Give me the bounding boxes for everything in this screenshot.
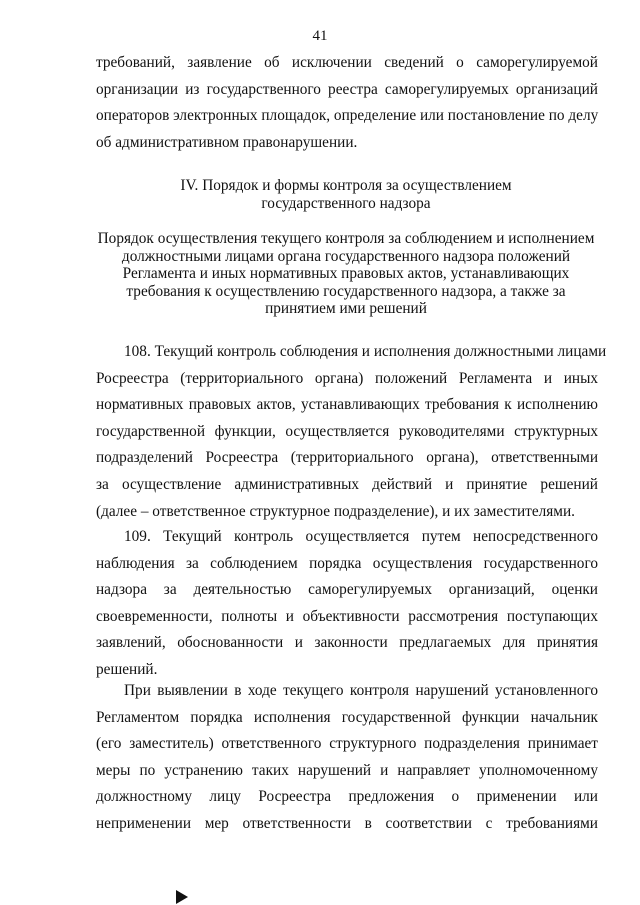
paragraph-109 [96,524,598,684]
paragraph-violations [96,678,598,838]
heading-line: требования к осуществлению государственного надзора, а также за [126,282,566,300]
heading-line: Порядок осуществления текущего контроля за соблюдением и исполнением [97,230,595,247]
text-line: решений. [96,660,158,678]
text-line: подразделений Росреестра (территориального органа), ответственными [96,449,598,467]
heading-line: государственного надзора [261,194,431,212]
text-line: за осуществление административных действий и принятие решений [96,475,598,493]
heading-line: IV. Порядок и формы контроля за осуществлением [180,177,512,194]
text-line: При выявлении в ходе текущего контроля нарушений установленного [124,682,598,699]
page-number: 41 [312,28,328,44]
text-line: организации из государственного реестра саморегулируемых организаций [96,80,598,98]
text-line: операторов электронных площадок, определение или постановление по делу [96,107,599,125]
heading-line: Регламента и иных нормативных правовых актов, устанавливающих [122,265,570,282]
text-line: требований, заявление об исключении сведений о саморегулируемой [96,54,598,71]
continuation-paragraph [96,50,598,156]
text-line: меры по устранению таких нарушений и направляет уполномоченному [96,761,598,779]
text-line: (его заместитель) ответственного структурного подразделения принимает [96,735,598,753]
text-line: надзора за деятельностью саморегулируемых организаций, оценки [96,581,598,599]
text-line: об административном правонарушении. [96,133,358,151]
page-arrow-icon [176,890,188,904]
section-heading [70,177,622,212]
text-line: своевременности, полноты и объективности рассмотрения поступающих [96,607,598,625]
text-line: заявлений, обоснованности и законности предлагаемых для принятия [96,634,598,652]
text-line: нормативных правовых актов, устанавливающих требования к исполнению [96,396,598,414]
text-line: неприменении мер ответственности в соответствии с требованиями [96,814,598,832]
text-line: государственной функции, осуществляется руководителями структурных [96,422,598,440]
text-line: наблюдения за соблюдением порядка осуществления государственного [96,554,598,572]
text-line: 109. Текущий контроль осуществляется путем непосредственного [124,528,598,545]
text-line: Регламентом порядка исполнения государственной функции начальник [96,708,598,726]
paragraph-108 [96,339,607,525]
text-line: должностному лицу Росреестра предложения о применении или [96,788,598,806]
text-line: (далее – ответственное структурное подразделение), и их заместителями. [96,502,575,520]
heading-line: принятием ими решений [265,300,427,317]
text-line: 108. Текущий контроль соблюдения и исполнения должностными лицами [124,343,607,360]
text-line: Росреестра (территориального органа) положений Регламента и иных [96,369,598,387]
heading-line: должностными лицами органа государственного надзора положений [121,247,571,265]
subsection-heading [70,230,622,318]
